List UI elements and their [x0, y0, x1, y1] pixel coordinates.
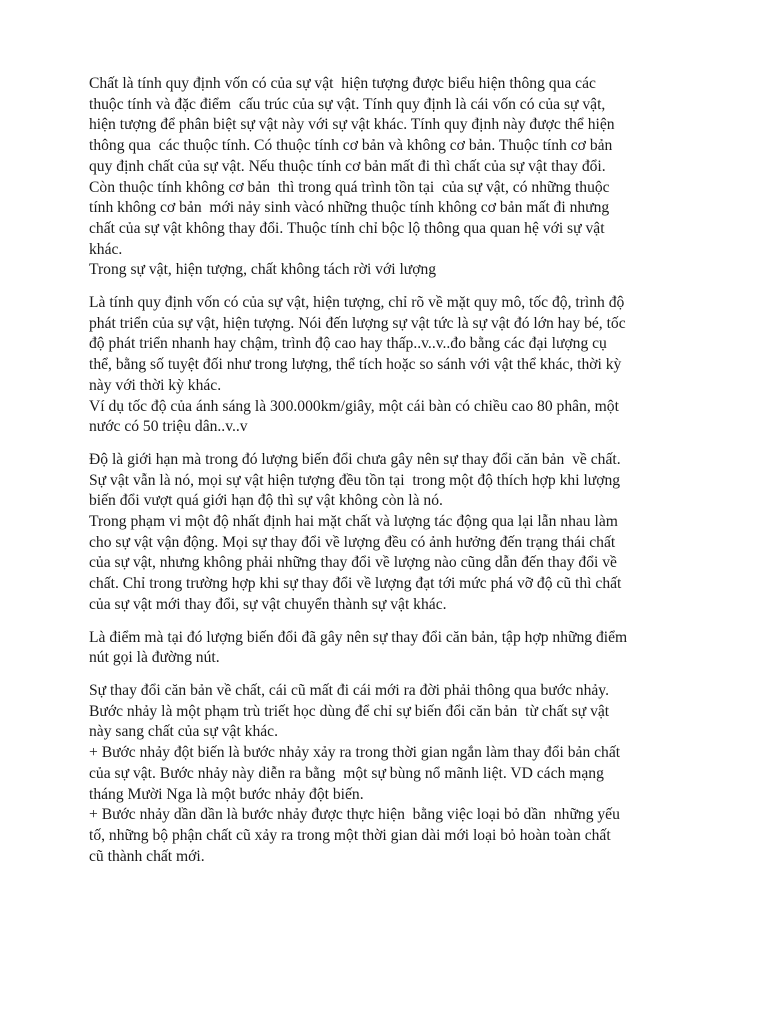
paragraph-buoc-nhay [89, 681, 701, 867]
text-line: thể, bằng số tuyệt đối như trong lượng, thể tích hoặc so sánh với vật thể khác, thời kỳ [89, 356, 622, 374]
text-line: thuộc tính và đặc điểm cấu trúc của sự vật. Tính quy định là cái vốn có của sự vật, [89, 95, 606, 113]
text-line: Bước nhảy là một phạm trù triết học dùng để chỉ sự biến đổi căn bản từ chất sự vật [89, 702, 610, 720]
text-line: cho sự vật vận động. Mọi sự thay đổi về lượng đều có ảnh hưởng đến trạng thái chất [89, 533, 616, 551]
text-line: thông qua các thuộc tính. Có thuộc tính cơ bản và không cơ bản. Thuộc tính cơ bản [89, 137, 613, 155]
text-line: phát triển của sự vật, hiện tượng. Nói đến lượng sự vật tức là sự vật đó lớn hay bé, tốc [89, 314, 626, 332]
text-line: nút gọi là đường nút. [89, 649, 220, 667]
text-line: Là điểm mà tại đó lượng biến đổi đã gây nên sự thay đổi căn bản, tập hợp những điểm [89, 628, 628, 646]
paragraph-diem-nut [89, 628, 701, 669]
paragraph-do [89, 450, 701, 616]
text-line: này với thời kỳ khác. [89, 376, 222, 394]
text-line: Trong phạm vi một độ nhất định hai mặt chất và lượng tác động qua lại lẫn nhau làm [89, 513, 618, 531]
text-line: biến đổi vượt quá giới hạn độ thì sự vật không còn là nó. [89, 492, 443, 510]
text-line: + Bước nhảy dần dần là bước nhảy được thực hiện bằng việc loại bỏ dần những yếu [89, 806, 620, 824]
text-line: nước có 50 triệu dân..v..v [89, 418, 248, 436]
text-line: Là tính quy định vốn có của sự vật, hiện tượng, chỉ rõ về mặt quy mô, tốc độ, trình độ [89, 294, 625, 312]
text-line: hiện tượng để phân biệt sự vật này với sự vật khác. Tính quy định này được thể hiện [89, 116, 615, 134]
text-line: Còn thuộc tính không cơ bản thì trong quá trình tồn tại của sự vật, có những thuộc [89, 178, 610, 196]
text-line: chất. Chỉ trong trường hợp khi sự thay đổi về lượng đạt tới mức phá vỡ độ cũ thì chất [89, 575, 622, 593]
text-line: chất của sự vật không thay đổi. Thuộc tính chỉ bộc lộ thông qua quan hệ với sự vật [89, 219, 605, 237]
text-line: tính không cơ bản mới nảy sinh vàcó những thuộc tính không cơ bản mất đi nhưng [89, 199, 610, 217]
text-line: tháng Mười Nga là một bước nhảy đột biến. [89, 785, 364, 803]
text-line: Trong sự vật, hiện tượng, chất không tách rời với lượng [89, 261, 437, 279]
document-page [89, 74, 701, 879]
text-line: tố, những bộ phận chất cũ xảy ra trong một thời gian dài mới loại bỏ hoàn toàn chất [89, 826, 611, 844]
text-line: + Bước nhảy đột biến là bước nhảy xảy ra trong thời gian ngắn làm thay đổi bản chất [89, 744, 621, 762]
text-line: quy định chất của sự vật. Nếu thuộc tính cơ bản mất đi thì chất của sự vật thay đổi. [89, 157, 606, 175]
paragraph-luong [89, 293, 701, 438]
text-line: cũ thành chất mới. [89, 847, 205, 865]
text-line: của sự vật, nhưng không phải những thay đổi về lượng nào cũng dẫn đến thay đổi về [89, 554, 617, 572]
text-line: của sự vật. Bước nhảy này diễn ra bằng một sự bùng nổ mãnh liệt. VD cách mạng [89, 764, 604, 782]
text-line: này sang chất của sự vật khác. [89, 723, 279, 741]
text-line: Sự vật vẫn là nó, mọi sự vật hiện tượng đều tồn tại trong một độ thích hợp khi lượng [89, 471, 621, 489]
text-line: Sự thay đổi căn bản về chất, cái cũ mất đi cái mới ra đời phải thông qua bước nhảy. [89, 681, 609, 699]
text-line: độ phát triển nhanh hay chậm, trình độ cao hay thấp..v..v..đo bằng các đại lượng cụ [89, 335, 607, 353]
text-line: khác. [89, 240, 123, 258]
text-line: của sự vật mới thay đổi, sự vật chuyển thành sự vật khác. [89, 595, 447, 613]
text-line: Ví dụ tốc độ của ánh sáng là 300.000km/giây, một cái bàn có chiều cao 80 phân, một [89, 397, 619, 415]
paragraph-chat [89, 74, 701, 281]
text-line: Chất là tính quy định vốn có của sự vật hiện tượng được biểu hiện thông qua các [89, 75, 596, 92]
text-line: Độ là giới hạn mà trong đó lượng biến đổi chưa gây nên sự thay đổi căn bản về chất. [89, 450, 621, 468]
